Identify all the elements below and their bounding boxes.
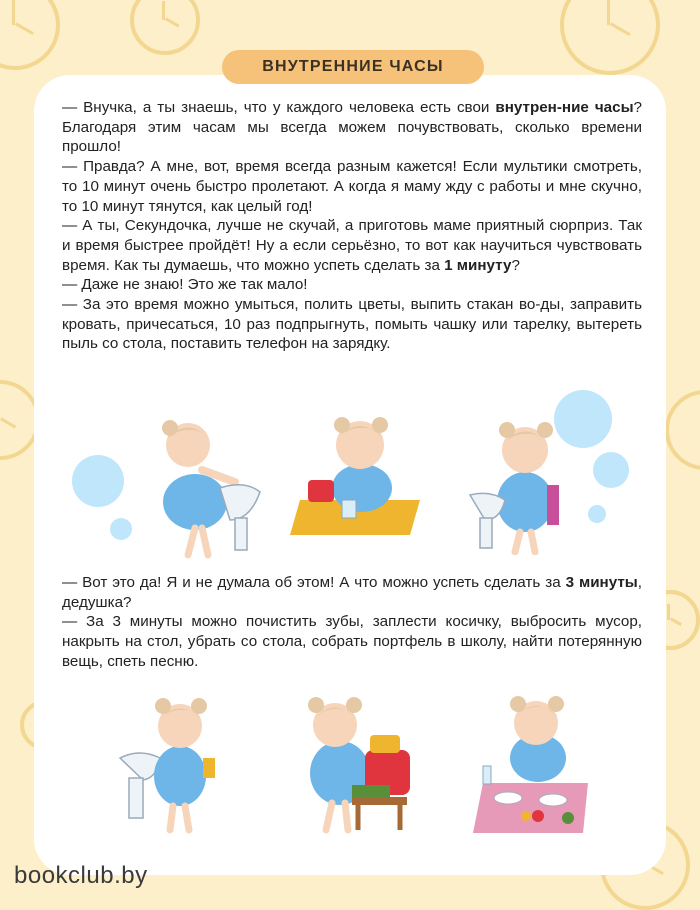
paragraph: — Даже не знаю! Это же так мало! <box>62 276 308 294</box>
paragraph: — Вот это да! Я и не думала об этом! А что можно успеть сделать за 3 минуты, дедушка? <box>62 574 643 611</box>
background-clock-icon <box>0 0 60 70</box>
paragraph: — Правда? А мне, вот, время всегда разным кажется! Если мультики смотреть, то 10 минут очень быстро пролетают. А когда я маму жду с работы и мне скучно, то 10 минут тянутся, как целый год! <box>62 158 642 215</box>
paragraph: — За 3 минуты можно почистить зубы, заплести косичку, выбросить мусор, накрыть на стол, убрать со стола, собрать портфель в школу, найти потерянную вещь, спеть песню. <box>62 613 642 670</box>
dialogue-one-minute <box>62 98 642 354</box>
girl-brushing-teeth-icon <box>115 688 225 838</box>
decorative-bubble <box>110 518 132 540</box>
paragraph: — А ты, Секундочка, лучше не скучай, а приготовь маме приятный сюрприз. Так и время быстрее пройдёт! Ну а если серьёзно, то вот как научиться чувствовать время. Как ты думаешь, что можно успеть сделать за 1 минуту? <box>62 217 642 274</box>
background-clock-icon <box>560 0 660 75</box>
decorative-bubble <box>72 455 124 507</box>
paragraph: — Внучка, а ты знаешь, что у каждого человека есть свои внутрен-ние часы? Благодаря этим часам мы всегда можем почувствовать, сколько времени прошло! <box>62 99 642 156</box>
girl-washing-hands-icon <box>465 410 580 555</box>
footer-logo: bookclub.by <box>14 862 148 889</box>
decorative-bubble <box>593 452 629 488</box>
decorative-bubble <box>588 505 606 523</box>
girl-pouring-water-icon <box>290 410 430 540</box>
girl-washing-face-icon <box>140 410 270 560</box>
girl-setting-table-icon <box>468 688 593 833</box>
girl-packing-backpack-icon <box>290 685 420 835</box>
background-clock-icon <box>130 0 200 55</box>
paragraph: — За это время можно умыться, полить цветы, выпить стакан во-ды, заправить кровать, причесаться, 10 раз подпрыгнуть, помыть чашку или тарелку, вытереть пыль со стола, поставить телефон на зарядку. <box>62 296 642 353</box>
page-title: ВНУТРЕННИЕ ЧАСЫ <box>222 50 484 84</box>
dialogue-three-minutes <box>62 573 642 672</box>
background-clock-icon <box>665 390 700 470</box>
